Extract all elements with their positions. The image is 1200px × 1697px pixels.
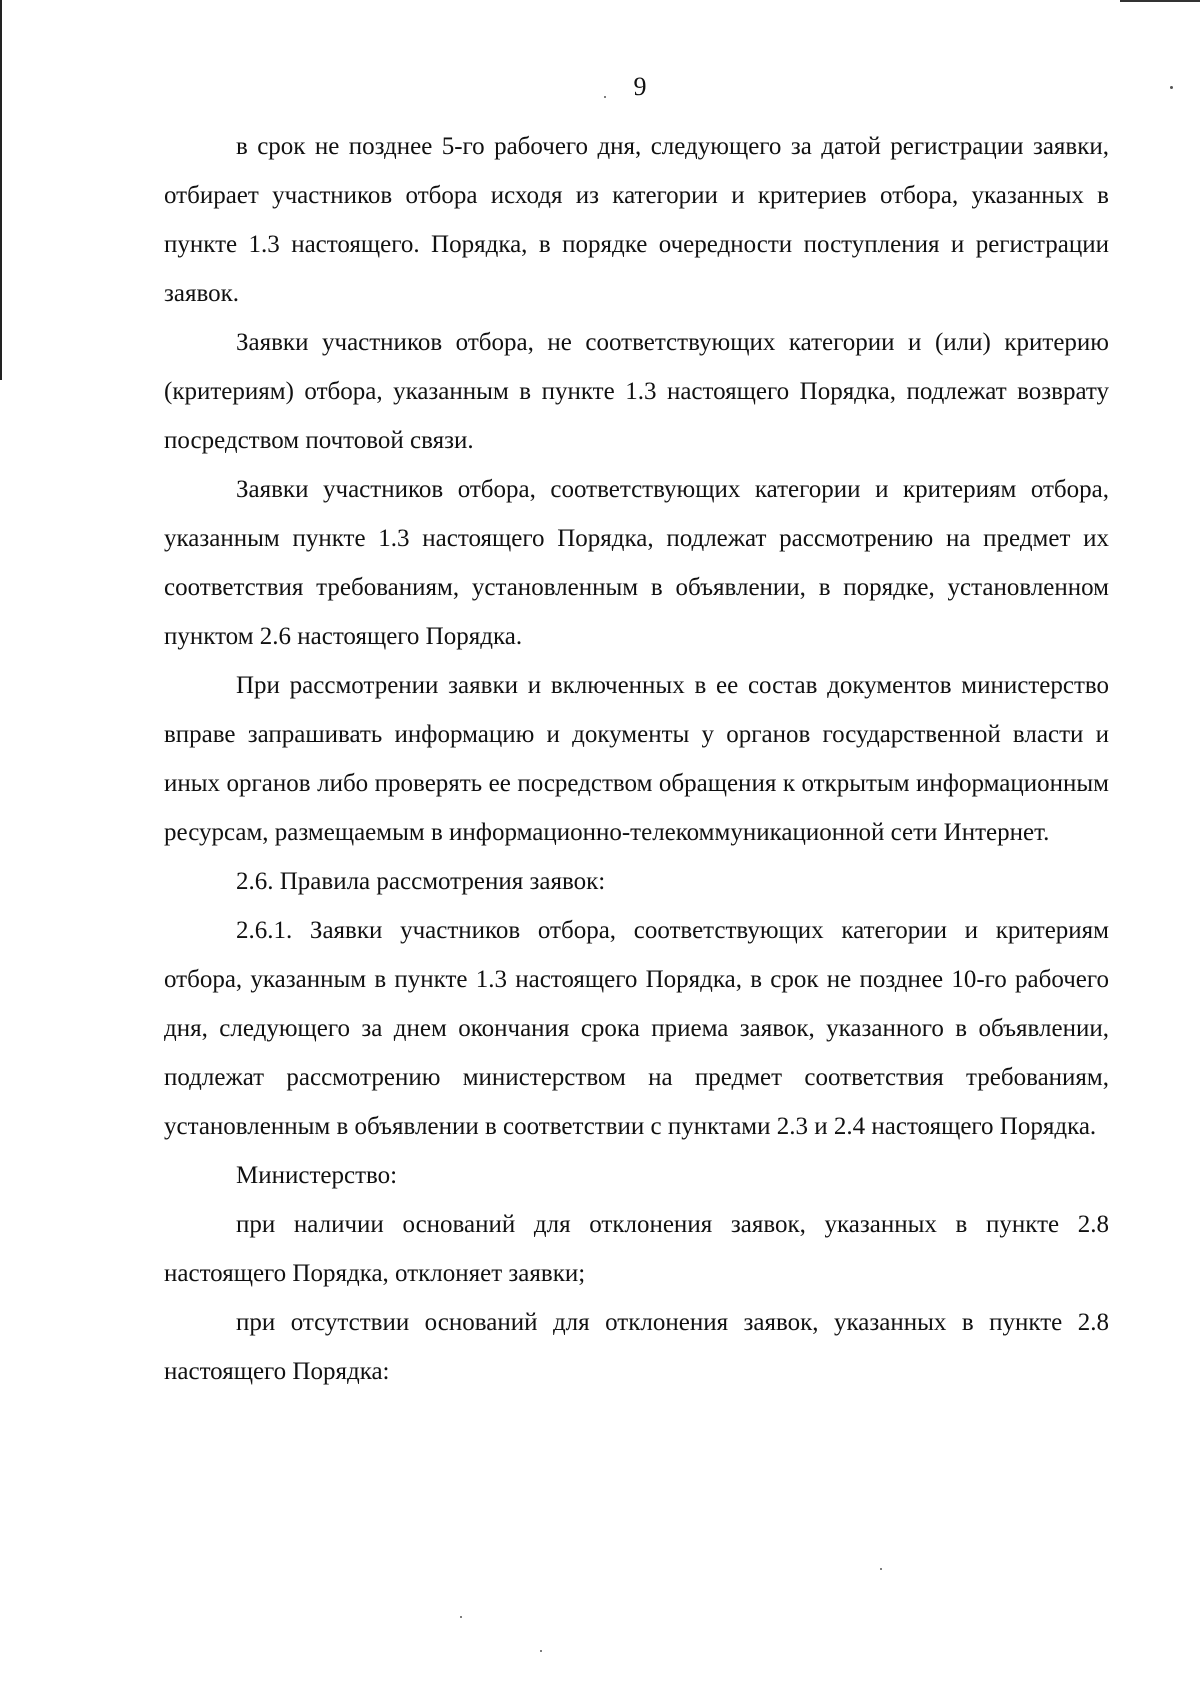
paragraph: При рассмотрении заявки и включенных в ее состав документов министерство вправе запрашивать информацию и документы у органов государственной власти и иных органов либо проверять ее посредством обращения к открытым информационным ресурсам, размещаемым в информационно-телекоммуникационной сети Интернет. <box>164 672 1109 846</box>
scan-speck <box>460 1616 462 1618</box>
scan-speck <box>604 96 606 98</box>
paragraph: при наличии оснований для отклонения заявок, указанных в пункте 2.8 настоящего Порядка, отклоняет заявки; <box>164 1211 1109 1287</box>
paragraph: Заявки участников отбора, соответствующих категории и критериям отбора, указанным пункте 1.3 настоящего Порядка, подлежат рассмотрению на предмет их соответствия требованиям, установленным в объявлении, в порядке, установленном пунктом 2.6 настоящего Порядка. <box>164 476 1109 650</box>
paragraph: Министерство: <box>236 1162 398 1189</box>
scan-speck <box>1170 86 1173 89</box>
scan-edge-mark <box>0 0 2 380</box>
scan-speck <box>880 1568 882 1570</box>
section-heading: 2.6. Правила рассмотрения заявок: <box>236 868 606 895</box>
scan-speck <box>540 1650 542 1652</box>
document-body <box>164 122 1109 1396</box>
paragraph: 2.6.1. Заявки участников отбора, соответствующих категории и критериям отбора, указанным в пункте 1.3 настоящего Порядка, в срок не позднее 10-го рабочего дня, следующего за днем окончания срока приема заявок, указанного в объявлении, подлежат рассмотрению министерством на предмет соответствия требованиям, установленным в объявлении в соответствии с пунктами 2.3 и 2.4 настоящего Порядка. <box>164 917 1109 1140</box>
paragraph: в срок не позднее 5-го рабочего дня, следующего за датой регистрации заявки, отбирает участников отбора исходя из категории и критериев отбора, указанных в пункте 1.3 настоящего. Порядка, в порядке очередности поступления и регистрации заявок. <box>164 133 1109 307</box>
paragraph: Заявки участников отбора, не соответствующих категории и (или) критерию (критериям) отбора, указанным в пункте 1.3 настоящего Порядка, подлежат возврату посредством почтовой связи. <box>164 329 1109 454</box>
paragraph: при отсутствии оснований для отклонения заявок, указанных в пункте 2.8 настоящего Порядка: <box>164 1309 1109 1385</box>
page-number: 9 <box>633 72 647 101</box>
scan-edge-mark <box>1120 0 1200 2</box>
